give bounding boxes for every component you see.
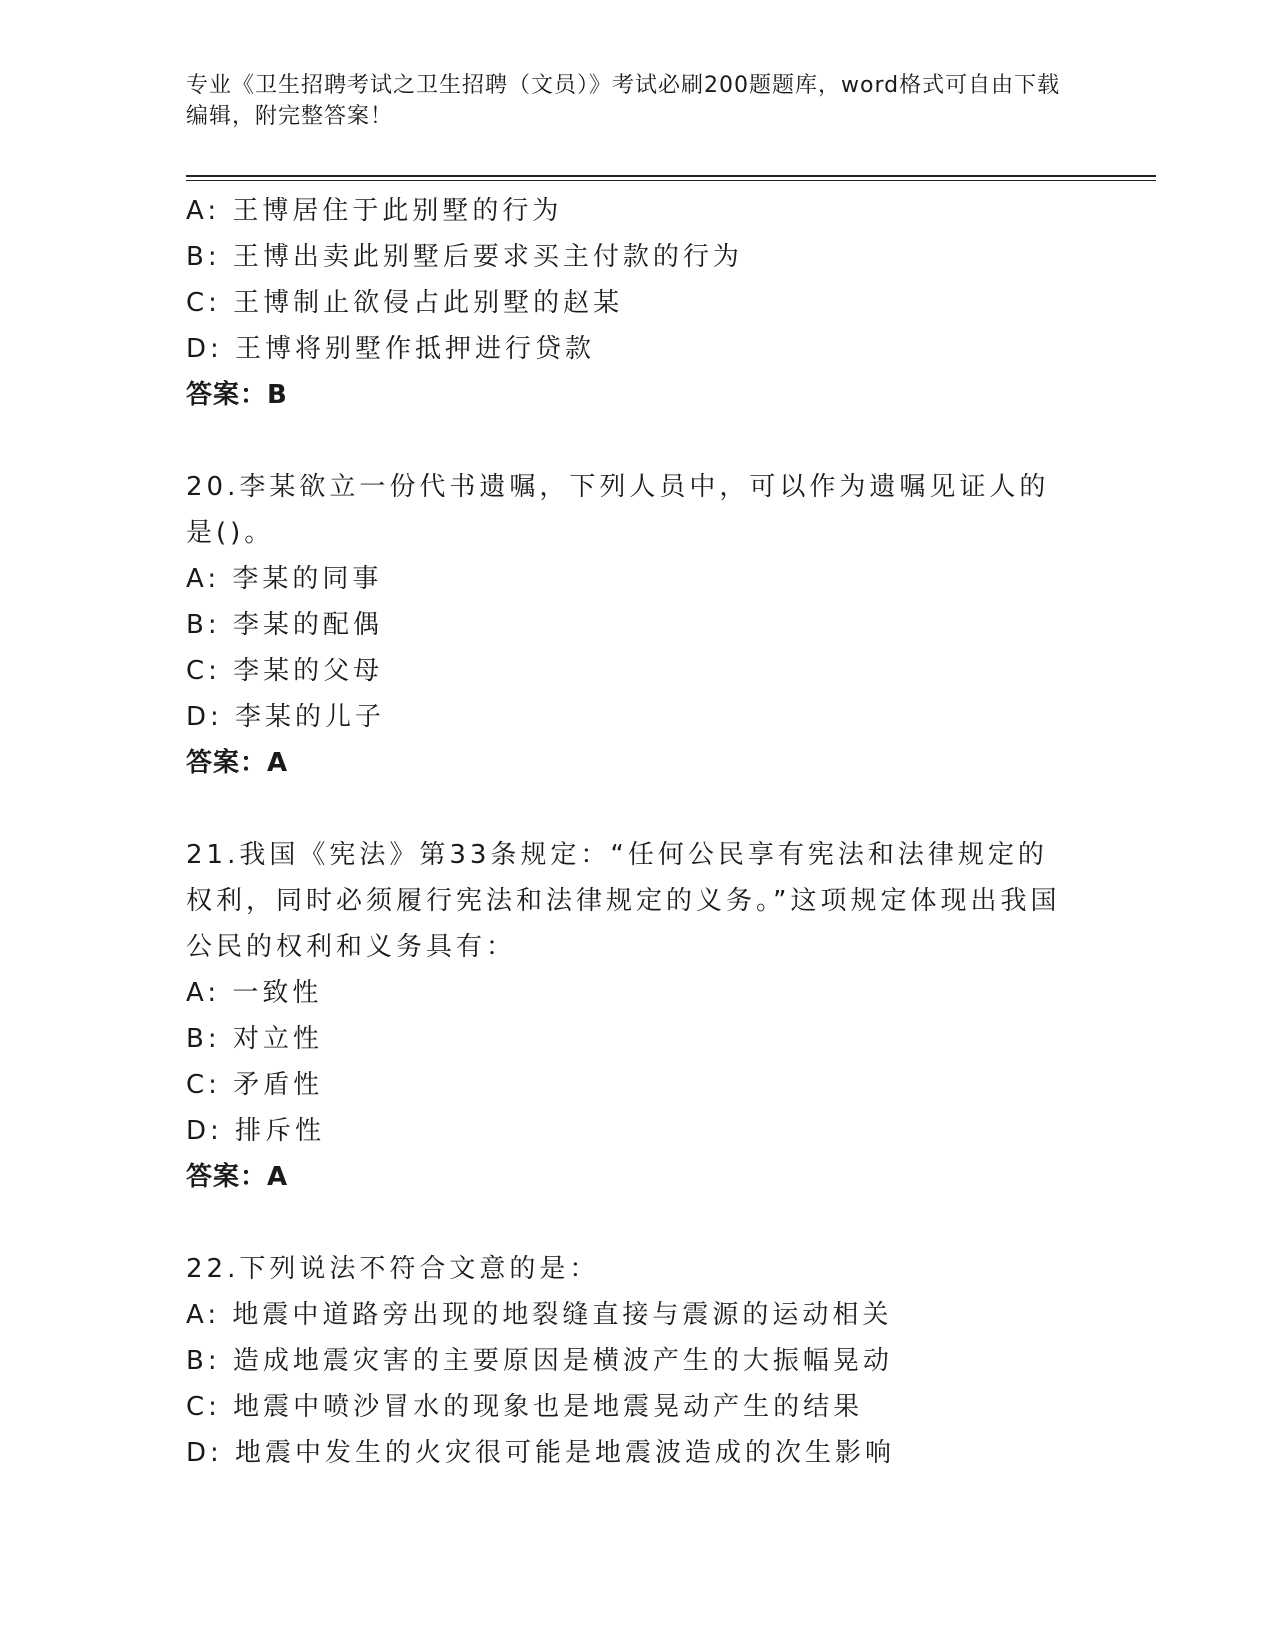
answer: 答案：B bbox=[186, 380, 288, 410]
answer: 答案：A bbox=[186, 748, 289, 778]
question-22 bbox=[186, 1246, 1086, 1476]
option-b: B: 造成地震灾害的主要原因是横波产生的大振幅晃动 bbox=[186, 1346, 893, 1376]
question-21 bbox=[186, 832, 1086, 1200]
option-c: C: 矛盾性 bbox=[186, 1070, 324, 1100]
option-a: A: 李某的同事 bbox=[186, 564, 383, 594]
question-19 bbox=[186, 188, 1086, 418]
option-d: D: 李某的儿子 bbox=[186, 702, 386, 732]
question-stem: 22.下列说法不符合文意的是： bbox=[186, 1254, 600, 1284]
option-b: B: 王博出卖此别墅后要求买主付款的行为 bbox=[186, 242, 743, 272]
question-list bbox=[186, 188, 1086, 1476]
option-b: B: 对立性 bbox=[186, 1024, 323, 1054]
answer: 答案：A bbox=[186, 1162, 289, 1192]
option-d: D: 排斥性 bbox=[186, 1116, 326, 1146]
question-20 bbox=[186, 464, 1086, 786]
option-c: C: 地震中喷沙冒水的现象也是地震晃动产生的结果 bbox=[186, 1392, 864, 1422]
option-a: A: 一致性 bbox=[186, 978, 323, 1008]
document-page bbox=[186, 70, 1156, 1468]
option-c: C: 王博制止欲侵占此别墅的赵某 bbox=[186, 288, 624, 318]
question-stem: 21.我国《宪法》第33条规定：“任何公民享有宪法和法律规定的权利，同时必须履行宪法和法律规定的义务。”这项规定体现出我国公民的权利和义务具有： bbox=[186, 840, 1061, 962]
option-a: A: 王博居住于此别墅的行为 bbox=[186, 196, 563, 226]
option-d: D: 王博将别墅作抵押进行贷款 bbox=[186, 334, 596, 364]
option-d: D: 地震中发生的火灾很可能是地震波造成的次生影响 bbox=[186, 1438, 896, 1468]
question-stem: 20.李某欲立一份代书遗嘱，下列人员中，可以作为遗嘱见证人的是()。 bbox=[186, 472, 1050, 548]
option-a: A: 地震中道路旁出现的地裂缝直接与震源的运动相关 bbox=[186, 1300, 893, 1330]
header-divider bbox=[186, 175, 1156, 181]
option-b: B: 李某的配偶 bbox=[186, 610, 383, 640]
option-c: C: 李某的父母 bbox=[186, 656, 384, 686]
document-header: 专业《卫生招聘考试之卫生招聘（文员）》考试必刷200题题库，word格式可自由下载编辑，附完整答案！ bbox=[186, 73, 1061, 129]
